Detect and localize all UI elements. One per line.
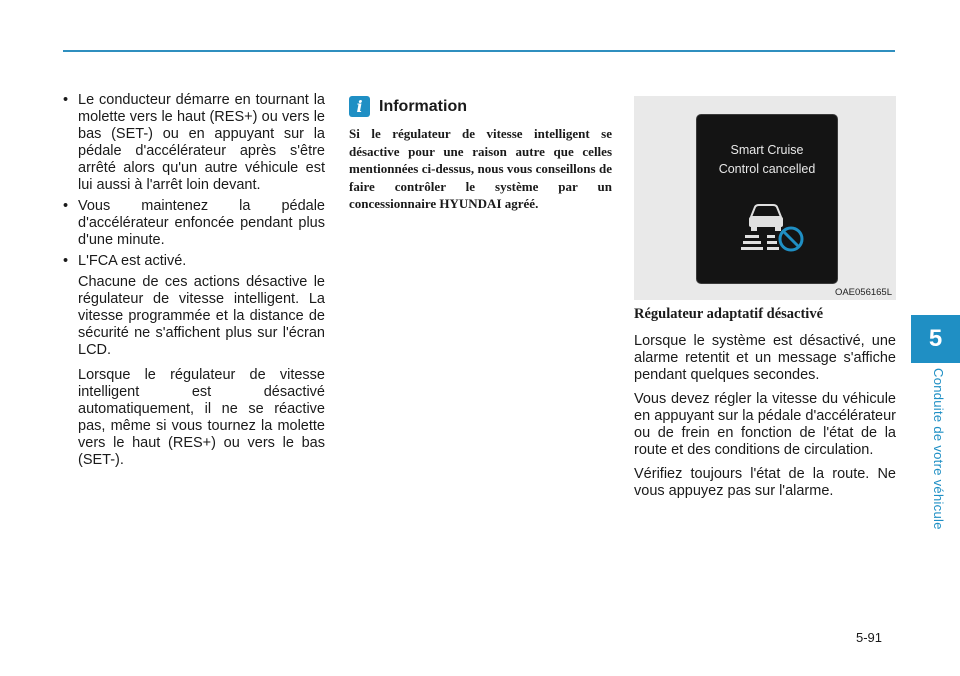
screen-message-line-1: Smart Cruise (730, 143, 804, 157)
information-box (349, 96, 612, 213)
body-paragraph: Lorsque le régulateur de vitesse intelligent est désactivé automatiquement, il ne se réactive pas, même si vous tournez la molette vers le haut (RES+) ou vers le bas (SET-). (78, 367, 325, 468)
header-rule (63, 50, 895, 52)
chapter-number-tab: 5 (911, 315, 960, 363)
list-item: • Vous maintenez la pédale d'accélérateur enfoncée pendant plus d'une minute. (63, 198, 325, 249)
list-item: • L'FCA est activé. (63, 253, 325, 270)
figure-code: OAE056165L (834, 287, 892, 298)
body-paragraph: Vérifiez toujours l'état de la route. Ne vous appuyez pas sur l'alarme. (634, 466, 896, 499)
body-paragraph: Lorsque le système est désactivé, une alarme retentit et un message s'affiche pendant quelques secondes. (634, 333, 896, 383)
body-paragraph: Chacune de ces actions désactive le régulateur de vitesse intelligent. La vitesse programmée et la distance de sécurité ne s'affichent plus sur l'écran LCD. (78, 274, 325, 358)
left-column (63, 92, 325, 477)
page-number: 5-91 (856, 630, 883, 645)
information-title: Information (379, 97, 467, 115)
chapter-title: Conduite de votre véhicule (931, 368, 946, 530)
lcd-screen (697, 115, 837, 283)
section-heading: Régulateur adaptatif désactivé (634, 306, 824, 322)
smart-cruise-cancelled-icon (741, 197, 805, 253)
list-item: • Le conducteur démarre en tournant la molette vers le haut (RES+) ou vers le bas (SET-) ou en appuyant sur la pédale d'accélérateur après s'être arrêté alors qu'un autre véhicule est lui aussi à l'arrêt loin devant. (63, 92, 325, 194)
information-header (349, 96, 612, 117)
information-text: Si le régulateur de vitesse intelligent se désactive pour une raison autre que celles mentionnées ci-dessus, nous vous conseillons de faire contrôler le système par un concessionnaire HYUNDAI agréé. (349, 126, 612, 211)
information-icon: i (349, 96, 370, 117)
cluster-display-figure (634, 96, 896, 300)
right-column (634, 306, 896, 507)
screen-message-line-2: Control cancelled (718, 162, 816, 176)
body-paragraph: Vous devez régler la vitesse du véhicule en appuyant sur la pédale d'accélérateur ou de frein en fonction de l'état de la route et des conditions de circulation. (634, 391, 896, 458)
condition-list (63, 92, 325, 270)
